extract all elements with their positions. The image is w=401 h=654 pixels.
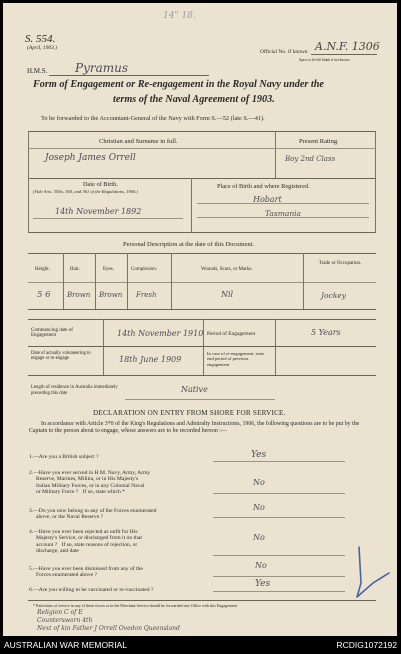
birthplace-line1: Hobart [253,195,282,204]
col-eyes: Eyes. [103,267,114,272]
forward-note: To be forwarded to the Accountant-General of the Navy with Form S.—52 (late S.—41). [41,115,265,122]
reengagement-label: In case of re-engagement, state end period of previous engagement [207,351,265,367]
period-value: 5 Years [311,328,341,337]
form-title-line2: terms of the Naval Agreement of 1903. [113,94,275,105]
question-3: 3.—Do you now belong to any of the Forces enumerated above, or the Naval Reserve ? [29,508,157,521]
description-heading: Personal Description at the date of this Document. [123,241,255,248]
col-hair: Hair. [70,267,80,272]
footer-source: AUSTRALIAN WAR MEMORIAL [4,640,127,650]
period-label: Period of Engagement [207,331,256,337]
volunteering-label: Date of actually volunteering to engage or re-engage [31,351,91,362]
value-eyes: Brown [99,291,123,299]
form-code: S. 554. [25,33,56,45]
birthplace-label: Place of Birth and where Registered. [217,183,310,190]
answer-6: Yes [255,579,271,589]
col-height: Height. [35,267,50,272]
question-2: 2.—Have you ever served in H.M. Navy, Army, Army Reserve, Marines, Militia, or in His Majesty's Indian Military Forces, or in any Colonial Naval or Military Force ? If so, state which * [29,470,151,496]
name-value: Joseph James Orrell [45,153,136,163]
commencing-value: 14th November 1910 [117,329,204,338]
official-no-value: A.N.F. 1306 [315,40,380,53]
birthplace-line2: Tasmania [265,209,302,218]
rating-value: Boy 2nd Class [285,155,336,163]
answer-4: No [253,533,265,542]
answer-1: Yes [251,450,267,460]
declaration-intro: In accordance with Article 3*0 of the King's Regulations and Admiralty Instructions, 1906, the following questions are to be put by the Captain to the person about to engage, whose answers are to be recorded hereon :— [29,421,360,435]
ship-name: Pyramus [75,61,129,75]
question-4: 4.—Have you ever been rejected as unfit for His Majesty's Service, or discharged from it on that account ? If so, state reasons of rejection, or discharge, and date [29,529,142,555]
question-5: 5.—Have you ever been dismissed from any of the Forces enumerated above ? [29,566,143,579]
dob-note: (Vide Arts. 359a, 360, and 361 of the Regulations, 1906.) [33,189,138,194]
pencil-annotation: 14" 18. [163,11,196,21]
residence-label: Length of residence in Australia immediately preceding this date [31,385,118,396]
value-hair: Brown [67,291,91,299]
col-trade: Trade or Occupation. [318,261,362,266]
residence-value: Native [181,385,208,394]
hms-label: H.M.S. [27,67,48,75]
declaration-heading: DECLARATION ON ENTRY FROM SHORE FOR SERVICE. [93,409,286,417]
col-wounds: Wounds, Scars, or Marks. [201,267,253,272]
value-trade: Jockey [321,291,346,300]
form-title-line1: Form of Engagement or Re-engagement in the Royal Navy under the [33,79,324,90]
next-of-kin-line2: Next of kin Father J Orrell Ovedon Queensland [37,625,180,632]
answer-3: No [253,503,265,512]
footnote: * Particulars of service in any of these forces or in the Merchant Service should be forwarded into Office with this Engagement. [33,603,238,608]
next-of-kin-line1: Countersworn 4th [37,617,93,624]
question-6: 6.—Are you willing to be vaccinated or re-vaccinated ? [29,587,154,593]
commencing-label: Commencing date of Engagement [31,328,73,338]
space-note: Space to be left blank if not known [299,58,350,62]
name-label: Christian and Surname in full. [99,138,178,145]
rating-label: Present Rating. [299,138,339,145]
dob-label: Date of Birth. [83,181,118,188]
volunteering-value: 18th June 1909 [119,355,182,364]
form-date: (April, 1903.) [27,45,58,51]
archive-footer [0,636,401,654]
value-complexion: Fresh [136,291,157,299]
check-mark-annotation [343,543,393,601]
official-no-label: Official No. if known [260,49,308,55]
document-page [3,3,397,636]
value-wounds: Nil [221,290,234,299]
answer-5: No [255,561,267,570]
question-1: 1.—Are you a British subject ? [29,454,99,460]
value-height: 5 6 [37,290,51,300]
answer-2: No [253,478,265,487]
col-complexion: Complexion. [131,267,157,272]
religion-line: Religion C of E [37,609,83,616]
footer-id: RCDIG1072192 [336,640,397,650]
dob-value: 14th November 1892 [55,207,142,216]
